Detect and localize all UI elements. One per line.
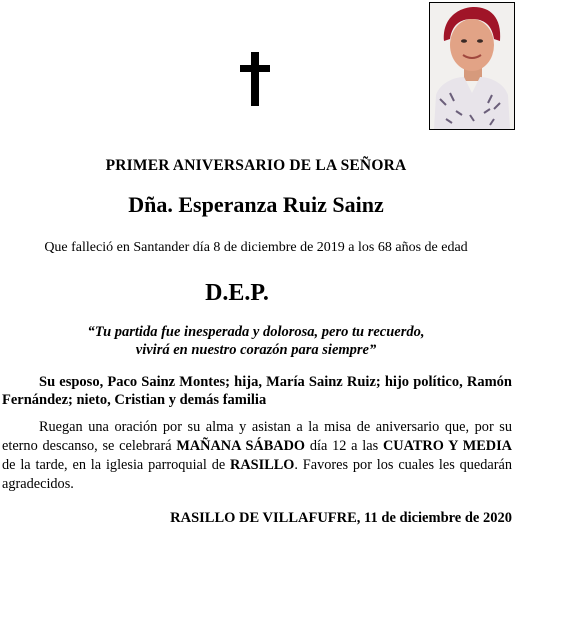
- dep-heading: D.E.P.: [205, 280, 269, 306]
- prayer-text-1: Ruegan una oración por su alma y asistan a la misa de aniversario que, por su eterno descanso, se celebrará: [2, 419, 512, 454]
- family-paragraph: Su esposo, Paco Sainz Montes; hija, María Sainz Ruiz; hijo político, Ramón Fernández; nieto, Cristian y demás familia: [2, 374, 512, 408]
- portrait-photo: [429, 2, 515, 130]
- anniversary-title: PRIMER ANIVERSARIO DE LA SEÑORA: [105, 157, 407, 174]
- prayer-text-3: de la tarde, en la iglesia parroquial de: [2, 457, 231, 473]
- deceased-name: Dña. Esperanza Ruiz Sainz: [128, 192, 384, 217]
- memorial-quote: [0, 323, 512, 359]
- prayer-text-4: . Favores por los cuales les quedarán agradecidos.: [2, 457, 512, 492]
- prayer-paragraph: [2, 418, 512, 494]
- latin-cross-icon: [238, 52, 272, 106]
- prayer-place: RASILLO: [230, 457, 295, 473]
- quote-line-2: vivirá en nuestro corazón para siempre”: [135, 342, 377, 358]
- prayer-time: CUATRO Y MEDIA: [382, 438, 512, 454]
- place-and-date: RASILLO DE VILLAFUFRE, 11 de diciembre de 2020: [170, 510, 512, 526]
- prayer-text-2: día 12 a las: [305, 438, 383, 454]
- prayer-day: MAÑANA SÁBADO: [176, 438, 306, 454]
- death-info: Que falleció en Santander día 8 de diciembre de 2019 a los 68 años de edad: [44, 240, 468, 255]
- quote-line-1: “Tu partida fue inesperada y dolorosa, pero tu recuerdo,: [87, 324, 425, 340]
